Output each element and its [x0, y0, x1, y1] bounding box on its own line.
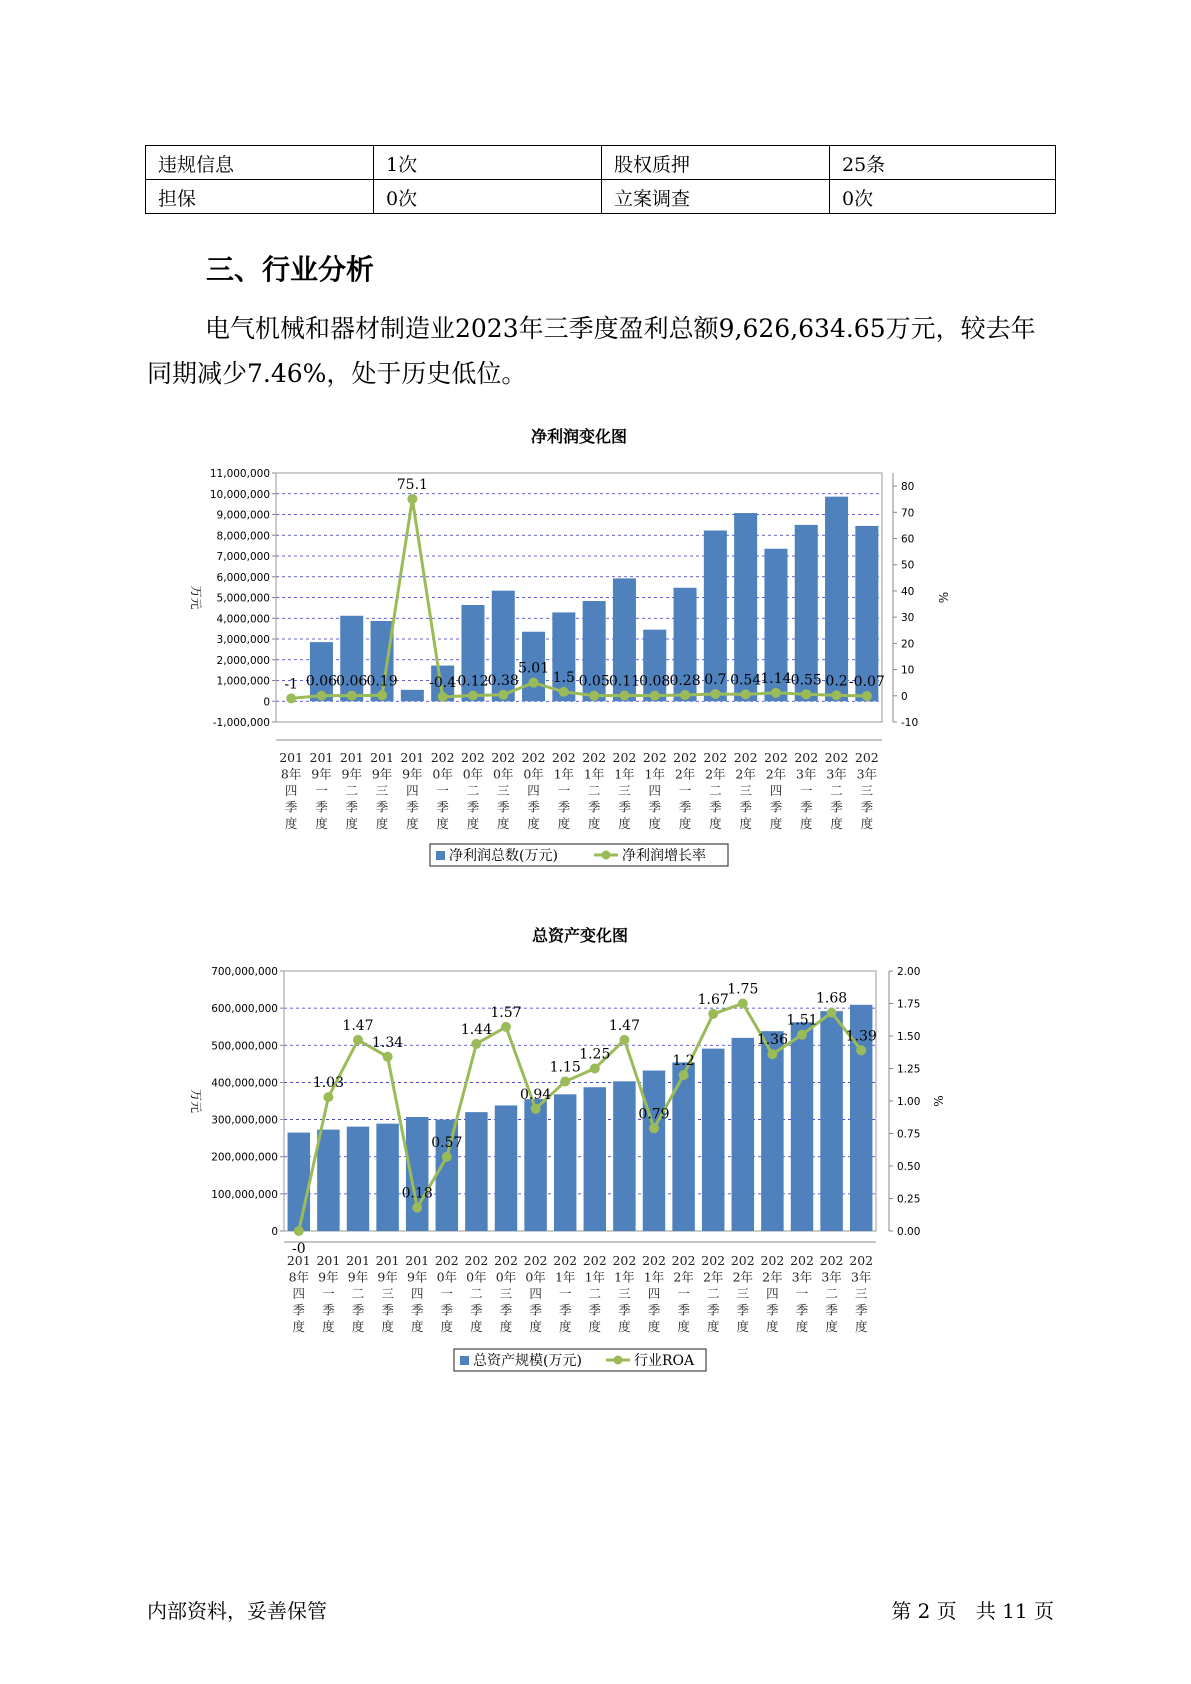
- bar: [347, 1127, 369, 1231]
- y-right-tick-label: 70: [901, 507, 915, 520]
- legend-bar-label: 总资产规模(万元): [473, 1353, 582, 1369]
- data-label: 0.94: [520, 1086, 552, 1103]
- bar: [401, 690, 424, 701]
- line-point: [294, 1226, 304, 1236]
- y-tick-label: 4,000,000: [216, 613, 270, 626]
- data-label: 0.19: [366, 673, 398, 690]
- data-label: 1.57: [490, 1004, 522, 1021]
- y-tick-label: 8,000,000: [216, 530, 270, 543]
- x-tick-label: 202 2年一季度: [671, 1253, 696, 1334]
- bar: [317, 1130, 339, 1231]
- x-tick-label: 201 9年一季度: [309, 750, 334, 831]
- x-tick-label: 202 2年四季度: [760, 1253, 785, 1334]
- y-tick-label: 300,000,000: [211, 1114, 278, 1127]
- bar: [791, 1022, 813, 1231]
- line-point: [347, 691, 357, 701]
- line-point: [377, 690, 387, 700]
- data-label: 0.57: [431, 1134, 463, 1151]
- line-point: [468, 690, 478, 700]
- y-right-tick-label: 10: [901, 664, 915, 677]
- x-tick-label: 202 0年二季度: [461, 750, 485, 831]
- y-right-tick-label: 1.25: [897, 1063, 921, 1076]
- line-point: [498, 690, 508, 700]
- line-point: [767, 1049, 777, 1059]
- x-tick-label: 202 1年四季度: [642, 750, 667, 831]
- y-tick-label: 700,000,000: [211, 966, 278, 978]
- line-point: [501, 1022, 511, 1032]
- table-cell: 立案调查: [602, 180, 830, 214]
- y-tick-label: 1,000,000: [216, 675, 270, 688]
- line-point: [559, 687, 569, 697]
- line-point: [827, 1008, 837, 1018]
- legend-line-marker: [614, 1356, 623, 1365]
- line-point: [738, 999, 748, 1009]
- y-axis-label: 万元: [189, 1088, 203, 1114]
- data-label: 0.7: [704, 671, 727, 688]
- table-cell: 1次: [374, 146, 602, 180]
- y-right-tick-label: 50: [901, 559, 915, 572]
- y-tick-label: 9,000,000: [216, 509, 270, 522]
- line-point: [412, 1203, 422, 1213]
- y-right-tick-label: 1.50: [897, 1031, 921, 1043]
- x-tick-label: 201 9年四季度: [405, 1253, 430, 1334]
- data-label: 1.68: [816, 990, 848, 1007]
- x-tick-label: 202 1年二季度: [582, 750, 607, 831]
- data-label: 1.15: [549, 1059, 581, 1076]
- data-label: 1.51: [786, 1012, 818, 1029]
- data-label: 1.44: [460, 1021, 492, 1038]
- data-label: -0.4: [429, 674, 457, 691]
- data-label: 0.79: [638, 1106, 670, 1123]
- x-tick-label: 202 3年一季度: [794, 750, 819, 831]
- data-label: 1.25: [579, 1046, 611, 1063]
- line-point: [801, 689, 811, 699]
- x-tick-label: 202 0年四季度: [521, 750, 546, 831]
- data-label: 1.2: [672, 1053, 695, 1069]
- x-tick-label: 202 2年二季度: [703, 750, 728, 831]
- y-right-tick-label: 1.00: [897, 1096, 921, 1108]
- x-tick-label: 202 3年二季度: [819, 1253, 844, 1334]
- x-tick-label: 202 0年一季度: [430, 750, 455, 831]
- data-label: 1.39: [845, 1028, 877, 1045]
- line-point: [832, 690, 842, 700]
- bar: [495, 1105, 517, 1231]
- table-cell: 0次: [374, 180, 602, 214]
- data-label: 1.14: [760, 670, 792, 687]
- y-right-tick-label: 80: [901, 481, 915, 494]
- data-label: -0.07: [848, 673, 885, 690]
- line-point: [589, 691, 599, 701]
- x-tick-label: 202 1年二季度: [582, 1253, 607, 1334]
- data-label: -0: [291, 1241, 306, 1257]
- line-point: [442, 1152, 452, 1162]
- bar: [465, 1112, 487, 1231]
- line-point: [619, 1035, 629, 1045]
- y-axis-label: 万元: [189, 585, 203, 610]
- data-label: 1.67: [697, 991, 729, 1008]
- table-row: [146, 180, 1056, 214]
- y-right-tick-label: 2.00: [897, 966, 921, 978]
- chart-title: 总资产变化图: [531, 926, 629, 945]
- info-table: [145, 145, 1056, 214]
- line-point: [797, 1030, 807, 1040]
- y-tick-label: 7,000,000: [216, 551, 270, 563]
- total-assets-chart: [180, 917, 1040, 1382]
- y-right-tick-label: 0.00: [897, 1226, 921, 1238]
- data-label: 0.38: [487, 672, 519, 689]
- line-point: [650, 691, 660, 701]
- y-right-tick-label: 0.25: [897, 1193, 921, 1206]
- line-point: [286, 693, 296, 703]
- y-tick-label: 100,000,000: [211, 1188, 278, 1201]
- y-right-axis-label: %: [932, 1095, 946, 1107]
- x-tick-label: 202 3年一季度: [790, 1253, 814, 1334]
- y-tick-label: 500,000,000: [211, 1040, 278, 1053]
- y-tick-label: 2,000,000: [216, 654, 270, 667]
- body-paragraph: 电气机械和器材制造业2023年三季度盈利总额9,626,634.65万元，较去年同期减少7.46%，处于历史低位。: [147, 314, 1036, 388]
- data-label: 0.12: [457, 673, 489, 690]
- data-label: 0.06: [336, 673, 368, 690]
- y-tick-label: 6,000,000: [216, 571, 270, 584]
- line-point: [353, 1035, 363, 1045]
- y-right-tick-label: 1.75: [897, 998, 921, 1011]
- bar: [643, 630, 666, 702]
- x-tick-label: 202 0年三季度: [494, 1253, 518, 1334]
- data-label: 1.34: [372, 1034, 404, 1051]
- total-assets-chart-svg: [180, 917, 1040, 1382]
- chart-title: 净利润变化图: [530, 427, 628, 446]
- y-right-axis-label: %: [937, 591, 951, 604]
- bar: [524, 1099, 546, 1231]
- data-label: 1.36: [756, 1032, 788, 1049]
- data-label: 75.1: [396, 476, 428, 493]
- y-right-tick-label: 40: [901, 585, 915, 598]
- x-tick-label: 201 8年四季度: [286, 1253, 311, 1334]
- legend-line-marker: [602, 851, 611, 860]
- bar: [825, 497, 848, 702]
- data-label: 1.47: [608, 1017, 640, 1034]
- plot-frame: [284, 971, 876, 1231]
- line-point: [856, 1045, 866, 1055]
- table-cell: 股权质押: [602, 146, 830, 180]
- line-point: [323, 1092, 333, 1102]
- legend-line-label: 行业ROA: [634, 1353, 695, 1369]
- x-tick-label: 202 2年三季度: [730, 1253, 755, 1334]
- y-right-tick-label: 30: [901, 612, 915, 625]
- table-cell: 违规信息: [146, 146, 374, 180]
- x-tick-label: 202 3年三季度: [854, 750, 879, 831]
- legend-line-label: 净利润增长率: [622, 848, 706, 864]
- bar: [584, 1087, 606, 1231]
- x-tick-label: 202 0年二季度: [464, 1253, 489, 1334]
- data-label: 1.5: [552, 669, 575, 686]
- x-tick-label: 202 1年一季度: [551, 750, 576, 831]
- line-point: [438, 692, 448, 702]
- bar: [820, 1011, 842, 1231]
- line-point: [771, 688, 781, 698]
- table-cell: 担保: [146, 180, 374, 214]
- line-point: [590, 1064, 600, 1074]
- data-label: 0.11: [608, 673, 641, 690]
- net-profit-chart: [180, 418, 1040, 873]
- legend-bar-swatch: [436, 851, 445, 860]
- net-profit-chart-svg: [180, 418, 1040, 873]
- line-point: [680, 690, 690, 700]
- bar: [376, 1124, 398, 1231]
- x-tick-label: 202 1年三季度: [612, 750, 637, 831]
- x-tick-label: 202 0年一季度: [434, 1253, 459, 1334]
- data-label: 1.75: [727, 981, 759, 998]
- x-tick-label: 202 2年三季度: [733, 750, 758, 831]
- x-tick-label: 201 9年三季度: [370, 750, 394, 831]
- line-point: [710, 689, 720, 699]
- line-point: [529, 678, 539, 688]
- data-label: 0.54: [730, 672, 762, 689]
- line-point: [649, 1123, 659, 1133]
- y-tick-label: 5,000,000: [216, 592, 270, 605]
- data-label: 1.03: [312, 1075, 344, 1092]
- x-tick-label: 201 9年三季度: [375, 1253, 400, 1334]
- y-tick-label: -1,000,000: [212, 717, 270, 729]
- line-point: [560, 1077, 570, 1087]
- x-tick-label: 201 9年二季度: [346, 1253, 370, 1334]
- y-tick-label: 200,000,000: [211, 1151, 278, 1164]
- section-title: 三、行业分析: [206, 253, 375, 286]
- line-point: [383, 1052, 393, 1062]
- x-tick-label: 201 9年四季度: [400, 750, 425, 831]
- bar: [288, 1133, 310, 1231]
- y-tick-label: 600,000,000: [211, 1003, 278, 1016]
- footer-confidential: 内部资料，妥善保管: [147, 1599, 327, 1623]
- bar: [761, 1031, 783, 1231]
- bar: [554, 1094, 576, 1231]
- data-label: 0.08: [639, 673, 671, 690]
- line-point: [708, 1009, 718, 1019]
- x-tick-label: 202 3年二季度: [824, 750, 849, 831]
- line-point: [619, 691, 629, 701]
- y-right-tick-label: -10: [901, 717, 919, 729]
- data-label: 0.28: [669, 673, 701, 690]
- x-tick-label: 201 8年四季度: [279, 750, 304, 831]
- legend: [454, 1349, 706, 1371]
- y-right-tick-label: 60: [901, 533, 915, 546]
- bar: [732, 1038, 754, 1231]
- x-tick-label: 202 0年四季度: [523, 1253, 548, 1334]
- data-label: 1.47: [342, 1017, 374, 1034]
- table-row: [146, 146, 1056, 180]
- footer-page-number: 第 2 页 共 11 页: [891, 1599, 1054, 1623]
- bar: [613, 1081, 635, 1231]
- line-point: [407, 494, 417, 504]
- y-right-tick-label: 0: [901, 690, 908, 703]
- legend-bar-label: 净利润总数(万元): [449, 848, 558, 864]
- line-point: [531, 1104, 541, 1114]
- data-label: 0.06: [305, 673, 338, 690]
- y-right-tick-label: 0.75: [897, 1128, 921, 1141]
- x-tick-label: 202 0年三季度: [491, 750, 516, 831]
- x-tick-label: 202 2年一季度: [673, 750, 697, 831]
- y-tick-label: 400,000,000: [211, 1077, 278, 1090]
- x-tick-label: 202 1年三季度: [612, 1253, 637, 1334]
- line-point: [471, 1039, 481, 1049]
- table-cell: 0次: [830, 180, 1056, 214]
- line-point: [316, 691, 326, 701]
- y-tick-label: 10,000,000: [209, 488, 270, 501]
- data-label: -1: [284, 676, 298, 693]
- x-tick-label: 202 2年二季度: [701, 1253, 726, 1334]
- data-label: 0.18: [401, 1185, 433, 1202]
- line-point: [679, 1070, 689, 1080]
- x-tick-label: 202 2年四季度: [764, 750, 788, 831]
- line-point: [741, 689, 751, 699]
- data-label: 5.01: [517, 660, 550, 677]
- legend: [430, 844, 728, 866]
- y-tick-label: 0: [263, 696, 270, 709]
- y-right-tick-label: 0.50: [897, 1161, 921, 1173]
- data-label: 0.05: [578, 673, 610, 690]
- bar: [643, 1071, 665, 1231]
- x-tick-label: 202 1年一季度: [553, 1253, 578, 1334]
- x-tick-label: 201 9年二季度: [339, 750, 364, 831]
- y-tick-label: 0: [271, 1226, 278, 1238]
- x-tick-label: 202 1年四季度: [642, 1253, 666, 1334]
- legend-bar-swatch: [460, 1356, 469, 1365]
- x-tick-label: 202 3年三季度: [849, 1253, 874, 1334]
- y-tick-label: 11,000,000: [209, 468, 270, 480]
- data-label: 0.55: [790, 672, 822, 689]
- y-tick-label: 3,000,000: [216, 634, 270, 646]
- table-cell: 25条: [830, 146, 1056, 180]
- x-tick-label: 201 9年一季度: [316, 1253, 341, 1334]
- y-right-tick-label: 20: [901, 638, 915, 651]
- data-label: 0.2: [825, 673, 848, 690]
- line-point: [862, 691, 872, 701]
- bar: [702, 1049, 724, 1231]
